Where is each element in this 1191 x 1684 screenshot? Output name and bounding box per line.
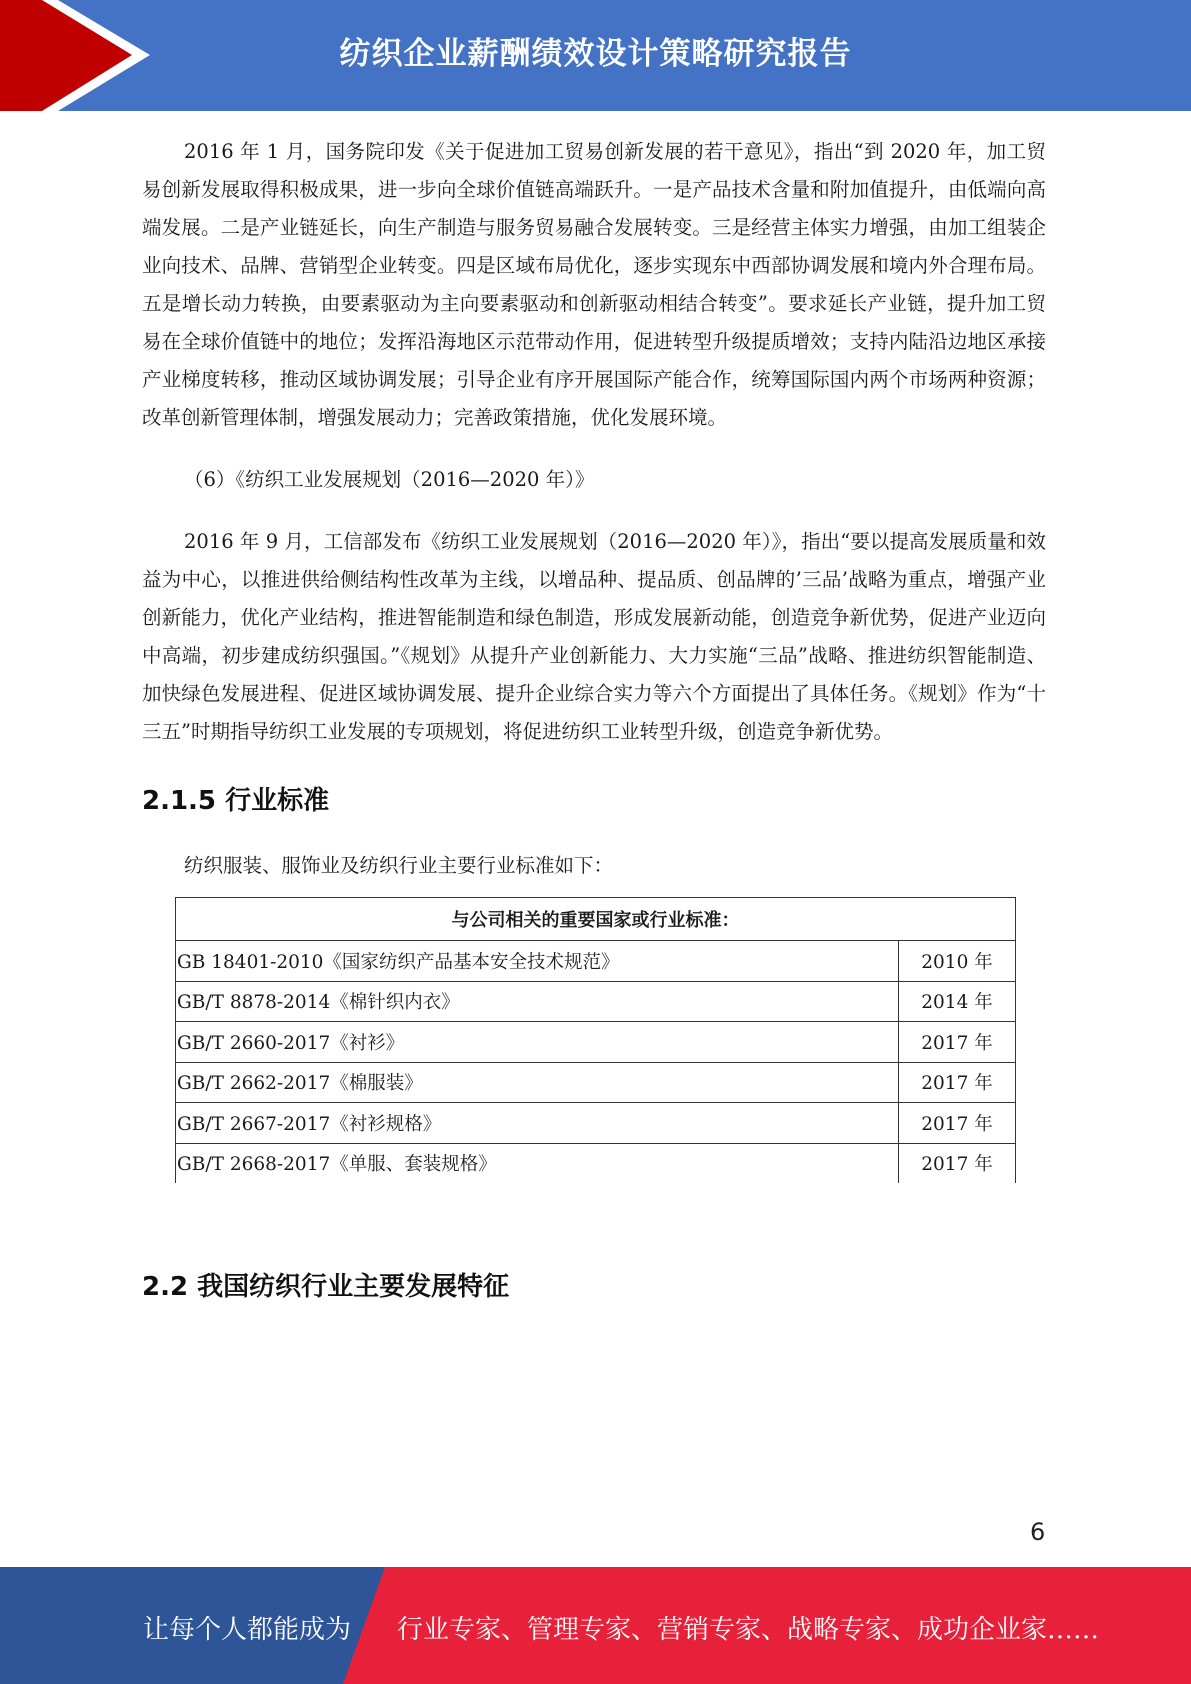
page-number: 6	[1030, 1518, 1046, 1546]
standard-year: 2017 年	[899, 1103, 1016, 1144]
header-title: 纺织企业薪酬绩效设计策略研究报告	[339, 36, 852, 72]
standard-code: GB/T 2660-2017《衬衫》	[176, 1022, 899, 1063]
standard-code: GB/T 8878-2014《棉针织内衣》	[176, 981, 899, 1022]
standard-year: 2017 年	[899, 1062, 1016, 1103]
table-row	[176, 1103, 1016, 1144]
footer-slogan-left: 让每个人都能成为	[143, 1615, 352, 1645]
standard-year: 2017 年	[899, 1143, 1016, 1183]
table-header-row	[176, 898, 1016, 941]
table-row	[176, 941, 1016, 982]
table-row	[176, 1143, 1016, 1183]
standard-code: GB/T 2662-2017《棉服装》	[176, 1062, 899, 1103]
subheading-textile-plan: （6）《纺织工业发展规划（2016—2020 年）》	[184, 468, 595, 491]
standard-code: GB/T 2667-2017《衬衫规格》	[176, 1103, 899, 1144]
table-row	[176, 1022, 1016, 1063]
table-row	[176, 981, 1016, 1022]
standard-code: GB/T 2668-2017《单服、套装规格》	[176, 1143, 899, 1183]
section-heading-industry-standards: 2.1.5 行业标准	[142, 786, 330, 816]
section-heading-development-features: 2.2 我国纺织行业主要发展特征	[142, 1272, 510, 1302]
page-footer	[0, 1567, 1191, 1684]
page-content	[142, 133, 1046, 1307]
paragraph-textile-plan: 2016 年 9 月，工信部发布《纺织工业发展规划（2016—2020 年）》，指出“要以提高发展质量和效益为中心，以推进供给侧结构性改革为主线，以增品种、提品质、创品牌的’三品’战略为重点，增强产业创新能力，优化产业结构，推进智能制造和绿色制造，形成发展新动能，创造竞争新优势，促进产业迈向中高端，初步建成纺织强国。”《规划》从提升产业创新能力、大力实施“三品”战略、推进纺织智能制造、加快绿色发展进程、促进区域协调发展、提升企业综合实力等六个方面提出了具体任务。《规划》作为“十三五”时期指导纺织工业发展的专项规划，将促进纺织工业转型升级，创造竞争新优势。	[142, 530, 1046, 743]
table-header: 与公司相关的重要国家或行业标准：	[176, 898, 1016, 941]
standards-intro-text: 纺织服装、服饰业及纺织行业主要行业标准如下：	[184, 854, 614, 877]
standard-year: 2014 年	[899, 981, 1016, 1022]
standard-year: 2017 年	[899, 1022, 1016, 1063]
standard-code: GB 18401-2010《国家纺织产品基本安全技术规范》	[176, 941, 899, 982]
page-header	[0, 0, 1191, 111]
paragraph-processing-trade: 2016 年 1 月，国务院印发《关于促进加工贸易创新发展的若干意见》，指出“到 2020 年，加工贸易创新发展取得积极成果，进一步向全球价值链高端跃升。一是产品技术含量和附加值提升，由低端向高端发展。二是产业链延长，向生产制造与服务贸易融合发展转变。三是经营主体实力增强，由加工组装企业向技术、品牌、营销型企业转变。四是区域布局优化，逐步实现东中西部协调发展和境内外合理布局。五是增长动力转换，由要素驱动为主向要素驱动和创新驱动相结合转变”。要求延长产业链，提升加工贸易在全球价值链中的地位；发挥沿海地区示范带动作用，促进转型升级提质增效；支持内陆沿边地区承接产业梯度转移，推动区域协调发展；引导企业有序开展国际产能合作，统筹国际国内两个市场两种资源；改革创新管理体制，增强发展动力；完善政策措施，优化发展环境。	[142, 140, 1046, 429]
standards-table	[175, 897, 1016, 1183]
table-row	[176, 1062, 1016, 1103]
footer-slogan-right: 行业专家、管理专家、营销专家、战略专家、成功企业家……	[397, 1615, 1100, 1645]
standard-year: 2010 年	[899, 941, 1016, 982]
